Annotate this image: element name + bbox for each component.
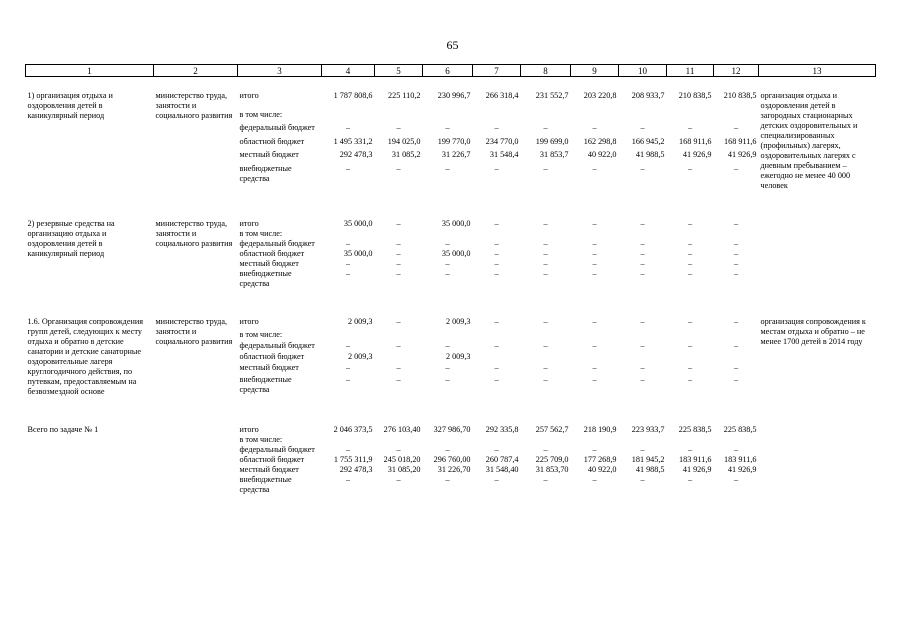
amount-cell: – xyxy=(494,163,499,173)
amount-cell: – xyxy=(543,239,548,248)
amount-cell: 166 945,2 xyxy=(631,136,665,146)
amount-cell: – xyxy=(494,249,499,258)
amount-cell: – xyxy=(345,363,351,373)
amount-cell: – xyxy=(733,341,739,351)
amount-cell: – xyxy=(345,341,351,351)
amount-cell: 31 085,2 xyxy=(391,150,421,160)
amount-cell: 231 552,7 xyxy=(535,91,569,100)
amount-cell: 40 922,0 xyxy=(587,150,617,160)
amount-cell: – xyxy=(543,374,548,384)
amount-cell: 218 190,9 xyxy=(583,425,617,434)
amount-cell: – xyxy=(733,239,739,248)
funding-source: местный бюджет xyxy=(239,259,299,268)
funding-source: областной бюджет xyxy=(239,455,305,464)
amount-cell: – xyxy=(345,475,351,484)
funding-source: федеральный бюджет xyxy=(239,239,315,248)
amount-cell xyxy=(473,352,521,363)
amount-cell: – xyxy=(445,374,450,384)
amount-cell: – xyxy=(687,445,693,454)
amount-cell: 245 018,20 xyxy=(383,455,421,464)
funding-source: областной бюджет xyxy=(239,249,305,258)
amount-cell: – xyxy=(640,317,645,326)
amount-cell: 162 298,8 xyxy=(583,136,617,146)
amount-cell: 31 853,70 xyxy=(535,465,569,474)
amount-cell: – xyxy=(592,249,597,258)
amount-cell: – xyxy=(445,269,450,278)
amount-cell: – xyxy=(396,163,401,173)
amount-cell: – xyxy=(687,163,693,173)
amount-cell: 183 911,6 xyxy=(724,455,757,464)
amount-cell xyxy=(571,110,619,124)
amount-cell xyxy=(375,435,423,445)
amount-cell: 35 000,0 xyxy=(441,219,471,228)
amount-cell: 168 911,6 xyxy=(724,136,757,146)
amount-cell xyxy=(714,352,759,363)
amount-cell: – xyxy=(733,259,739,268)
amount-cell: 210 838,5 xyxy=(723,91,757,100)
funding-source: областной бюджет xyxy=(239,352,305,362)
amount-cell: 2 046 373,5 xyxy=(333,425,373,434)
header-cell: 7 xyxy=(473,65,521,77)
table-row xyxy=(26,411,876,435)
amount-cell xyxy=(714,435,759,445)
amount-cell: 41 926,9 xyxy=(682,465,712,474)
amount-cell: – xyxy=(445,123,450,133)
amount-cell xyxy=(521,330,571,341)
event-name: Всего по задаче № 1 xyxy=(27,425,99,434)
amount-cell: – xyxy=(640,269,645,278)
funding-source: местный бюджет xyxy=(239,363,299,373)
amount-cell: 296 760,00 xyxy=(433,455,471,464)
amount-cell xyxy=(423,110,473,124)
amount-cell: 260 787,4 xyxy=(485,455,519,464)
header-cell: 8 xyxy=(521,65,571,77)
gap-cell xyxy=(26,397,876,411)
funding-source: в том числе: xyxy=(239,329,283,339)
amount-cell xyxy=(473,110,521,124)
header-cell: 6 xyxy=(423,65,473,77)
amount-cell: – xyxy=(543,219,548,228)
funding-source: итого xyxy=(239,219,259,228)
amount-cell xyxy=(423,330,473,341)
amount-cell: 210 838,5 xyxy=(678,91,712,100)
amount-cell xyxy=(375,229,423,239)
amount-cell: 203 220,8 xyxy=(583,91,617,100)
amount-cell: – xyxy=(543,341,548,351)
amount-cell: – xyxy=(687,363,693,373)
amount-cell: – xyxy=(494,445,499,454)
amount-cell: 327 986,70 xyxy=(433,425,471,434)
amount-cell: – xyxy=(592,123,597,133)
amount-cell: – xyxy=(592,341,597,351)
amount-cell: 234 770,0 xyxy=(485,136,519,146)
amount-cell: – xyxy=(687,259,693,268)
event-name: 2) резервные средства на организацию отдыха и оздоровления детей в каникулярный период xyxy=(27,219,115,258)
table-body xyxy=(26,77,876,496)
amount-cell: – xyxy=(733,123,739,133)
amount-cell: – xyxy=(445,475,450,484)
amount-cell: – xyxy=(543,163,548,173)
funding-source: внебюджетные средства xyxy=(239,475,292,494)
funding-source: областной бюджет xyxy=(239,136,305,146)
amount-cell: 31 548,40 xyxy=(485,465,519,474)
amount-cell xyxy=(423,229,473,239)
funding-source: внебюджетные средства xyxy=(239,269,292,288)
amount-cell: 40 922,0 xyxy=(587,465,617,474)
amount-cell xyxy=(322,330,375,341)
amount-cell: 41 988,5 xyxy=(635,465,665,474)
amount-cell: 41 988,5 xyxy=(635,150,665,160)
amount-cell: – xyxy=(396,123,401,133)
amount-cell: – xyxy=(640,259,645,268)
amount-cell xyxy=(714,110,759,124)
amount-cell: 31 226,7 xyxy=(441,150,471,160)
funding-source: итого xyxy=(239,317,259,326)
funding-source: итого xyxy=(239,425,259,434)
amount-cell: – xyxy=(640,249,645,258)
amount-cell: 225 110,2 xyxy=(388,91,421,100)
amount-cell: – xyxy=(640,163,645,173)
funding-source: в том числе: xyxy=(239,435,283,444)
header-cell: 1 xyxy=(26,65,154,77)
header-row xyxy=(26,65,876,77)
amount-cell: 183 911,6 xyxy=(679,455,712,464)
event-name: 1) организация отдыха и оздоровления детей в каникулярный период xyxy=(27,91,113,120)
table-row xyxy=(26,303,876,330)
funding-source: федеральный бюджет xyxy=(239,445,315,454)
header-cell: 3 xyxy=(238,65,322,77)
section-gap xyxy=(26,289,876,303)
amount-cell xyxy=(714,330,759,341)
amount-cell: 168 911,6 xyxy=(679,136,712,146)
amount-cell: – xyxy=(687,374,693,384)
amount-cell: – xyxy=(687,219,693,228)
executor: министерство труда, занятости и социального развития xyxy=(155,317,233,346)
amount-cell: – xyxy=(494,239,499,248)
amount-cell: – xyxy=(445,259,450,268)
amount-cell xyxy=(521,110,571,124)
amount-cell: – xyxy=(445,363,450,373)
funding-source: в том числе: xyxy=(239,229,283,238)
amount-cell: – xyxy=(445,445,450,454)
amount-cell: – xyxy=(445,341,450,351)
amount-cell: – xyxy=(494,123,499,133)
amount-cell: 230 996,7 xyxy=(437,91,471,100)
amount-cell: 223 933,7 xyxy=(631,425,665,434)
amount-cell: – xyxy=(733,269,739,278)
amount-cell: – xyxy=(687,249,693,258)
amount-cell: – xyxy=(687,123,693,133)
executor: министерство труда, занятости и социального развития xyxy=(155,91,233,120)
amount-cell: – xyxy=(445,239,450,248)
header-cell: 12 xyxy=(714,65,759,77)
funding-source: местный бюджет xyxy=(239,465,299,474)
amount-cell xyxy=(473,330,521,341)
amount-cell: 292 478,3 xyxy=(339,150,373,160)
amount-cell: – xyxy=(543,445,548,454)
amount-cell: – xyxy=(396,363,401,373)
amount-cell: – xyxy=(494,269,499,278)
funding-source: итого xyxy=(239,91,259,100)
expected-result: организация отдыха и оздоровления детей в загородных стационарных детских оздоровительных и специализированных (профильных) лагерях, оздоровительных лагерях с дневным пребыванием – ежегодно не менее 40 000 человек xyxy=(760,91,858,190)
amount-cell: – xyxy=(733,374,739,384)
amount-cell xyxy=(375,110,423,124)
amount-cell: 31 226,70 xyxy=(437,465,471,474)
amount-cell: 41 926,9 xyxy=(727,465,757,474)
amount-cell xyxy=(714,229,759,239)
amount-cell: 1 787 808,6 xyxy=(333,91,373,100)
amount-cell xyxy=(667,352,714,363)
amount-cell: – xyxy=(543,363,548,373)
amount-cell: – xyxy=(733,475,739,484)
amount-cell: 41 926,9 xyxy=(682,150,712,160)
amount-cell: 225 709,0 xyxy=(535,455,569,464)
funding-source: местный бюджет xyxy=(239,150,299,160)
amount-cell: 31 085,20 xyxy=(387,465,421,474)
amount-cell xyxy=(619,435,667,445)
amount-cell xyxy=(619,330,667,341)
amount-cell: – xyxy=(640,363,645,373)
amount-cell: – xyxy=(494,341,499,351)
amount-cell: – xyxy=(592,363,597,373)
amount-cell: – xyxy=(592,163,597,173)
amount-cell: – xyxy=(733,363,739,373)
amount-cell: 257 562,7 xyxy=(535,425,569,434)
gap-cell xyxy=(26,289,876,303)
funding-source: в том числе: xyxy=(239,109,283,119)
amount-cell: – xyxy=(640,374,645,384)
gap-cell xyxy=(26,191,876,205)
amount-cell: – xyxy=(687,269,693,278)
table-row xyxy=(26,205,876,229)
header-cell: 4 xyxy=(322,65,375,77)
executor xyxy=(154,411,238,495)
amount-cell: – xyxy=(687,317,693,326)
amount-cell: – xyxy=(396,341,401,351)
amount-cell: – xyxy=(687,341,693,351)
amount-cell: – xyxy=(592,374,597,384)
amount-cell xyxy=(571,352,619,363)
amount-cell: 208 933,7 xyxy=(631,91,665,100)
amount-cell xyxy=(473,435,521,445)
amount-cell xyxy=(322,435,375,445)
amount-cell: – xyxy=(494,259,499,268)
amount-cell: 225 838,5 xyxy=(678,425,712,434)
section-gap xyxy=(26,191,876,205)
amount-cell: – xyxy=(640,475,645,484)
header-cell: 10 xyxy=(619,65,667,77)
amount-cell: – xyxy=(733,445,739,454)
amount-cell: – xyxy=(494,475,499,484)
amount-cell: – xyxy=(543,123,548,133)
amount-cell: – xyxy=(543,269,548,278)
amount-cell: – xyxy=(345,163,351,173)
amount-cell: 225 838,5 xyxy=(723,425,757,434)
amount-cell: – xyxy=(640,219,645,228)
table-row xyxy=(26,77,876,110)
amount-cell: – xyxy=(396,269,401,278)
amount-cell xyxy=(571,435,619,445)
amount-cell: – xyxy=(543,475,548,484)
amount-cell xyxy=(375,330,423,341)
amount-cell: – xyxy=(396,219,401,228)
amount-cell: – xyxy=(396,475,401,484)
amount-cell: – xyxy=(592,219,597,228)
amount-cell: 194 025,0 xyxy=(387,136,421,146)
amount-cell: – xyxy=(543,249,548,258)
amount-cell: – xyxy=(592,269,597,278)
amount-cell: – xyxy=(345,239,351,248)
amount-cell: 31 548,4 xyxy=(489,150,519,160)
amount-cell xyxy=(667,229,714,239)
amount-cell xyxy=(571,229,619,239)
amount-cell: – xyxy=(543,259,548,268)
amount-cell: – xyxy=(396,445,401,454)
amount-cell: 292 335,8 xyxy=(485,425,519,434)
amount-cell: – xyxy=(640,341,645,351)
amount-cell: 199 770,0 xyxy=(437,136,471,146)
expected-result: организация сопровождения к местам отдыха и обратно – не менее 1700 детей в 2014 году xyxy=(760,317,866,346)
amount-cell: 199 699,0 xyxy=(535,136,569,146)
amount-cell xyxy=(619,110,667,124)
amount-cell: 1 755 311,9 xyxy=(333,455,373,464)
header-cell: 13 xyxy=(759,65,876,77)
expected-result xyxy=(759,411,876,495)
amount-cell: 2 009,3 xyxy=(445,352,471,362)
amount-cell: – xyxy=(592,445,597,454)
budget-table xyxy=(25,64,876,495)
amount-cell: 266 318,4 xyxy=(485,91,519,100)
amount-cell: – xyxy=(396,239,401,248)
amount-cell xyxy=(667,435,714,445)
amount-cell: – xyxy=(592,259,597,268)
amount-cell xyxy=(521,435,571,445)
amount-cell: – xyxy=(396,317,401,326)
amount-cell: – xyxy=(345,269,351,278)
header-cell: 5 xyxy=(375,65,423,77)
amount-cell: – xyxy=(494,317,499,326)
funding-source: внебюджетные средства xyxy=(239,163,292,183)
amount-cell: 2 009,3 xyxy=(445,317,471,326)
amount-cell: – xyxy=(396,374,401,384)
amount-cell: – xyxy=(396,249,401,258)
amount-cell xyxy=(521,229,571,239)
amount-cell: – xyxy=(494,219,499,228)
amount-cell: 35 000,0 xyxy=(441,249,471,258)
funding-source: федеральный бюджет xyxy=(239,123,315,133)
amount-cell xyxy=(619,229,667,239)
amount-cell xyxy=(619,352,667,363)
amount-cell: – xyxy=(640,445,645,454)
section-gap xyxy=(26,397,876,411)
amount-cell: – xyxy=(494,363,499,373)
amount-cell: 2 009,3 xyxy=(347,352,373,362)
amount-cell: 181 945,2 xyxy=(631,455,665,464)
amount-cell: – xyxy=(445,163,450,173)
event-name: 1.6. Организация сопровождения групп детей, следующих к месту отдыха и обратно в детские санатории и детские санаторные оздоровительные лагеря круглогодичного действия, по путевкам, предоставляемым на безвозмездной основе xyxy=(27,317,144,396)
funding-source: внебюджетные средства xyxy=(239,374,292,394)
amount-cell xyxy=(322,110,375,124)
amount-cell: – xyxy=(733,317,739,326)
amount-cell xyxy=(322,229,375,239)
amount-cell: – xyxy=(733,163,739,173)
amount-cell xyxy=(375,352,423,363)
amount-cell: 35 000,0 xyxy=(343,219,373,228)
amount-cell: 41 926,9 xyxy=(727,150,757,160)
amount-cell: – xyxy=(345,259,351,268)
amount-cell: – xyxy=(733,249,739,258)
amount-cell: – xyxy=(687,475,693,484)
amount-cell xyxy=(571,330,619,341)
amount-cell: 35 000,0 xyxy=(343,249,373,258)
amount-cell: 2 009,3 xyxy=(347,317,373,326)
amount-cell: – xyxy=(640,239,645,248)
header-cell: 9 xyxy=(571,65,619,77)
header-cell: 11 xyxy=(667,65,714,77)
amount-cell: – xyxy=(687,239,693,248)
amount-cell: – xyxy=(396,259,401,268)
funding-source: федеральный бюджет xyxy=(239,341,315,351)
amount-cell: – xyxy=(592,475,597,484)
amount-cell: – xyxy=(345,374,351,384)
amount-cell: 177 268,9 xyxy=(583,455,617,464)
amount-cell xyxy=(521,352,571,363)
amount-cell: – xyxy=(592,317,597,326)
amount-cell: 1 495 331,2 xyxy=(333,136,373,146)
amount-cell: – xyxy=(733,219,739,228)
amount-cell: 276 103,40 xyxy=(383,425,421,434)
amount-cell: – xyxy=(543,317,548,326)
executor: министерство труда, занятости и социального развития xyxy=(155,219,233,248)
amount-cell: 292 478,3 xyxy=(339,465,373,474)
amount-cell xyxy=(473,229,521,239)
amount-cell xyxy=(667,330,714,341)
page-number: 65 xyxy=(446,38,459,52)
amount-cell xyxy=(423,435,473,445)
amount-cell: – xyxy=(494,374,499,384)
expected-result xyxy=(759,205,876,289)
amount-cell: – xyxy=(640,123,645,133)
amount-cell: 31 853,7 xyxy=(539,150,569,160)
amount-cell: – xyxy=(345,445,351,454)
header-cell: 2 xyxy=(154,65,238,77)
amount-cell: – xyxy=(592,239,597,248)
amount-cell xyxy=(667,110,714,124)
amount-cell: – xyxy=(345,123,351,133)
